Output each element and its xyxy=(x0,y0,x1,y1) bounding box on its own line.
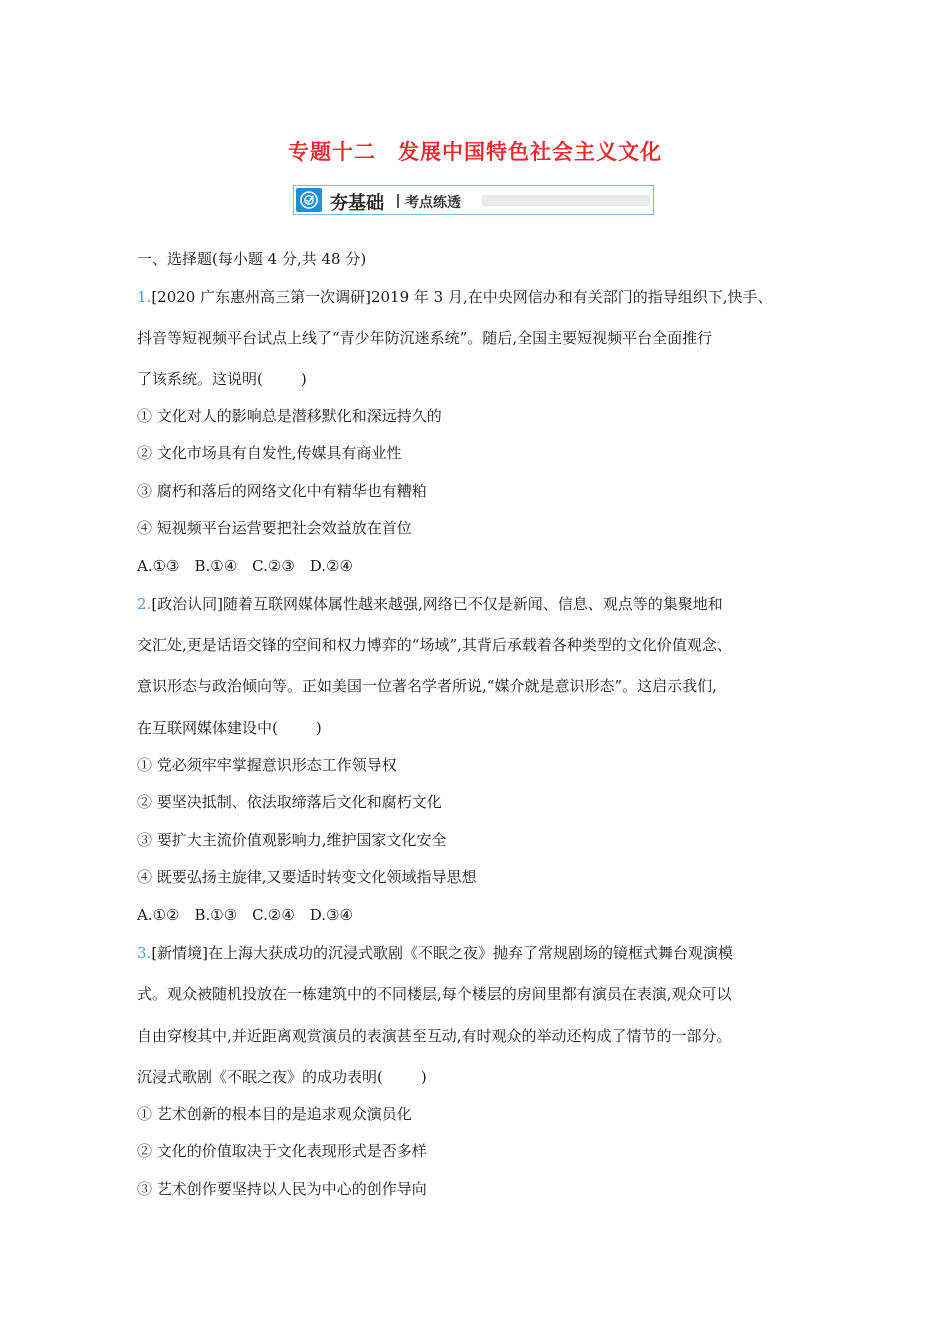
banner-sub-label: 考点练透 xyxy=(405,195,461,211)
title-part-2: 发展中国特色社会主义文化 xyxy=(398,140,662,164)
question-1-statement-1: ① 文化对人的影响总是潜移默化和深远持久的 xyxy=(137,407,442,425)
target-check-icon xyxy=(296,188,322,212)
question-3-stem-line-2: 式。观众被随机投放在一栋建筑中的不同楼层,每个楼层的房间里都有演员在表演,观众可以 xyxy=(137,985,732,1003)
question-3-stem-line-1: 3.[新情境]在上海大获成功的沉浸式歌剧《不眠之夜》抛弃了常规剧场的镜框式舞台观演模 xyxy=(137,944,734,962)
question-1-stem-line-2: 抖音等短视频平台试点上线了“青少年防沉迷系统”。随后,全国主要短视频平台全面推行 xyxy=(137,329,713,347)
question-1-statement-4: ④ 短视频平台运营要把社会效益放在首位 xyxy=(137,519,412,537)
banner-main-label: 夯基础 xyxy=(330,193,384,214)
question-3-statement-1: ① 艺术创新的根本目的是追求观众演员化 xyxy=(137,1105,412,1123)
question-2-statement-3: ③ 要扩大主流价值观影响力,维护国家文化安全 xyxy=(137,831,447,849)
question-2-options: A.①② B.①③ C.②④ D.③④ xyxy=(137,906,353,924)
question-2-stem-line-3: 意识形态与政治倾向等。正如美国一位著名学者所说,“媒介就是意识形态”。这启示我们, xyxy=(137,677,717,695)
banner-decor-bar xyxy=(482,195,650,206)
question-2-stem-line-4: 在互联网媒体建设中( ) xyxy=(137,719,322,737)
question-2-number: 2. xyxy=(137,595,152,613)
question-1-stem-line-1: 1.[2020 广东惠州高三第一次调研]2019 年 3 月,在中央网信办和有关部门的指导组织下,快手、 xyxy=(137,288,773,306)
banner-divider xyxy=(397,194,399,208)
question-3-stem-line-4: 沉浸式歌剧《不眠之夜》的成功表明( ) xyxy=(137,1068,427,1086)
question-1-options: A.①③ B.①④ C.②③ D.②④ xyxy=(137,557,353,575)
question-3-statement-3: ③ 艺术创作要坚持以人民为中心的创作导向 xyxy=(137,1180,427,1198)
section-banner xyxy=(293,185,654,215)
question-2-statement-2: ② 要坚决抵制、依法取缔落后文化和腐朽文化 xyxy=(137,793,442,811)
title-part-1: 专题十二 xyxy=(288,140,376,164)
question-1-number: 1. xyxy=(137,288,152,306)
question-2-statement-1: ① 党必须牢牢掌握意识形态工作领导权 xyxy=(137,756,397,774)
question-2-stem-line-1: 2.[政治认同]随着互联网媒体属性越来越强,网络已不仅是新闻、信息、观点等的集聚地和 xyxy=(137,595,723,613)
question-1-statement-2: ② 文化市场具有自发性,传媒具有商业性 xyxy=(137,444,402,462)
question-2-statement-4: ④ 既要弘扬主旋律,又要适时转变文化领域指导思想 xyxy=(137,868,477,886)
question-1-stem-line-3: 了该系统。这说明( ) xyxy=(137,370,307,388)
question-3-stem-line-3: 自由穿梭其中,并近距离观赏演员的表演甚至互动,有时观众的举动还构成了情节的一部分。 xyxy=(137,1027,732,1045)
section-heading: 一、选择题(每小题 4 分,共 48 分) xyxy=(137,250,367,268)
question-1-statement-3: ③ 腐朽和落后的网络文化中有精华也有糟粕 xyxy=(137,482,427,500)
question-3-number: 3. xyxy=(137,944,152,962)
question-2-stem-line-2: 交汇处,更是话语交锋的空间和权力博弈的“场域”,其背后承载着各种类型的文化价值观念、 xyxy=(137,636,732,654)
page-title xyxy=(0,136,950,166)
question-3-statement-2: ② 文化的价值取决于文化表现形式是否多样 xyxy=(137,1142,427,1160)
